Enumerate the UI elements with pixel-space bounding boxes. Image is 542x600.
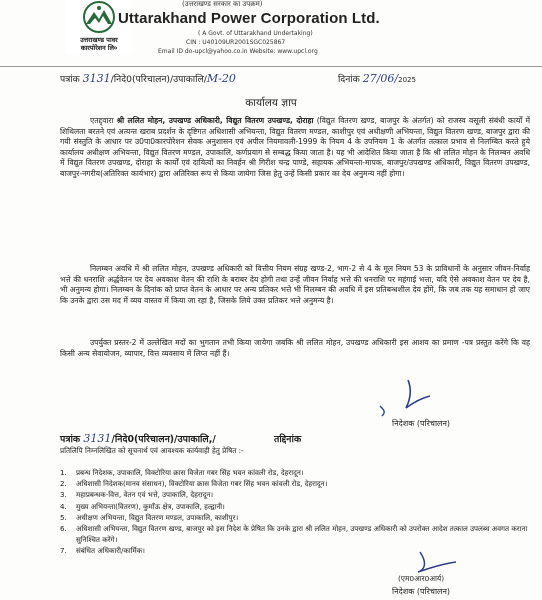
list-item: 7. संबंधित अधिकारी/कार्मिक। [60,546,145,556]
paragraph-3: उपर्युक्त प्रस्तर-2 में उल्लेखित मदों का भुगतान तभी किया जायेगा जबकि श्री ललित मोहन, उपखण्ड अधिकारी इस आशय का प्रमाण -पत्र प्रस्तुत करेंगे कि वह किसी अन्य सेवायोजन, व्यापार, वित्त व्यवसाय में लिप्त नहीं हैं। [60,338,530,358]
footer-reference-number: 3131 [83,432,112,445]
reference-date-row [338,72,416,85]
date-label: दिनांक [338,74,360,85]
signature-2-mark [410,548,470,576]
list-item: 1. प्रबन्ध निदेशक, उपाकालि, विक्टोरिया क्रास विजेता गबर सिंह भवन कांवली रोड, देहरादून। [60,468,304,477]
paragraph-1-body: (विद्युत वितरण खण्ड, बाजपुर के अंतर्गत) को राजस्व वसूली संबंधी कार्यों में शिथिलता बरतने एवं अत्यन्त खराब प्रदर्शन के दृष्टिगत अधिशासी अभियन्ता, विद्युत वितरण मण्डल, काशीपुर एवं अधीक्षणी अभियन्ता, विद्युत वितरण खण्ड, बाजपुर द्वारा की गयी संस्तुति के आधार पर उ0पा0कारपोरेशन सेवक अनुशासन एवं अपील नियमावली-1999 के नियम 4 के उपनियम 1 के अंतर्गत तत्काल प्रभाव से निलम्बित करते हुये कार्यालय अधीक्षण अभियन्ता, विद्युत वितरण मण्डल, उपाकालि, कर्णप्रयाग से सम्बद्ध किया जाता है। यह भी आदेशित किया जाता है कि श्री ललित मोहन के निलम्बन अवधि में विद्युत वितरण उपखण्ड, दोराहा के कार्यों एवं दायित्वों का निवर्हन श्री गिरीश चन्द्र पाण्डे, सहायक अभियन्ता-मापक, बाजपुर/उपखण्ड अधिकारी, विद्युत वितरण उपखण्ड, बाजपुर-नगरीय(अतिरिक्त कार्यभार) द्वारा अतिरिक्त रूप से किया जायेगा जिस हेतु उन्हें किसी प्रकार का देय अनुमन्य नहीं होगा। [60,116,531,178]
reference-number-row [60,72,236,85]
paragraph-1-name: श्री ललित मोहन, उपखण्ड अधिकारी, विद्युत वितरण उपखण्ड, दोराहा [116,116,314,125]
logo-line-1: उत्तराखण्ड पावर [80,36,118,44]
header-tagline: (उत्तराखण्ड सरकार का उपक्रम) [182,0,263,8]
footer-reference-prefix: पत्रांक [60,434,81,445]
list-item: 5. अधीक्षण अभियन्ता, विद्युत वितरण मण्डल, उपाकालि, काशीपुर। [60,512,239,522]
footer-reference-office: /निदे0(परिचालन)/उपाकालि,/ [111,434,216,445]
copy-to-intro: प्रतिलिपि निम्नलिखित को सूचनार्थ एवं आवश्यक कार्यवाही हेतु प्रेषित :- [60,446,244,455]
list-item: 3. महाप्रबन्धक-वित्त, वेतन एवं भत्ते, उपाकालि, देहरादून। [60,490,214,500]
paragraph-2: निलम्बन अवधि में श्री ललित मोहन, उपखण्ड अधिकारी को वित्तीय नियम संग्रह खण्ड-2, भाग-2 से 4 के मूल नियम 53 के प्राविधानों के अनुसार जीवन-निर्वाह भत्ते की धनराशि अर्द्धवेतन पर देय अवकाश वेतन की राशि के बराबर देय होगी तथा उन्हें जीवन निर्वाह भत्ते की धनराशि पर महंगाई भत्ता, यदि ऐसे अवकाश वेतन पर देय है, भी अनुमन्य होगा। निलम्बन के दिनांक को प्राप्त वेतन के आधार पर अन्य प्रतिकर भत्ते भी निलम्बन की अवधि में इस प्रतिबन्धशील देय होंगे, कि जब तक यह समाधान हो जाए कि उनके द्वारा उस मद में व्यय वास्तव में किया जा रहा है, जिसके लिये उक्त प्रतिकर भत्ते अनुमन्य है। [60,264,530,305]
signature-2-designation: निदेशक (परिचालन) [392,587,451,596]
date-year: 2025 [398,76,416,84]
header-divider [0,66,542,67]
list-item: 6. अधिशासी अभियन्ता, विद्युत वितरण खण्ड, बाजपुर को इस निदेश के प्रेषित कि उनके द्वारा श्री ललित मोहन, उपखण्ड अधिकारी को उपरोक्त आदेश तत्काल उपलब्ध अवगत कराना सुनिश्चित करेंगे। [60,524,528,545]
copy-to-list [60,467,530,557]
list-item: 2. अधिशासी निदेशक(मानव संसाधन), विक्टोरिया क्रास विजेता गबर सिंह भवन कांवली रोड, देहरादून। [60,479,328,489]
organization-name: Uttarakhand Power Corporation Ltd. [118,10,380,27]
contact-line: Email ID do-upcl@yahoo.co.in Website: www.upcl.org [158,48,318,55]
footer-reference-row [60,432,216,445]
logo-line-2: कारपोरेशन लि० [80,44,118,52]
cin-number: CIN : U40109UR2001SGC025867 [186,39,286,46]
document-title: कार्यालय ज्ञाप [245,97,297,109]
reference-prefix: पत्रांक [60,74,80,85]
footer-date-label: तद्दिनांक [274,434,302,445]
paragraph-1 [60,116,530,180]
reference-hand-suffix: M-20 [206,72,236,85]
signature-1-designation: निदेशक (परिचालन) [392,419,451,428]
reference-number: 3131 [82,72,111,85]
list-item: 4. मुख्य अभियन्ता(वितरण), कुमाँऊ क्षेत्र, उपाकालि, हल्द्वानी। [60,501,225,511]
signature-2-name: (एम0आर0आर्य) [398,574,445,583]
govt-undertaking-note: ( A Govt. of Uttarakhand Undertaking) [198,30,313,37]
upcl-logo [66,0,132,54]
reference-office: /निदे0(परिचालन)/उपाकालि/ [110,74,207,85]
signature-1-mark [372,376,452,418]
date-value: 27/06/ [362,72,399,85]
paragraph-1-lead: एतद्द्वारा [90,116,114,125]
